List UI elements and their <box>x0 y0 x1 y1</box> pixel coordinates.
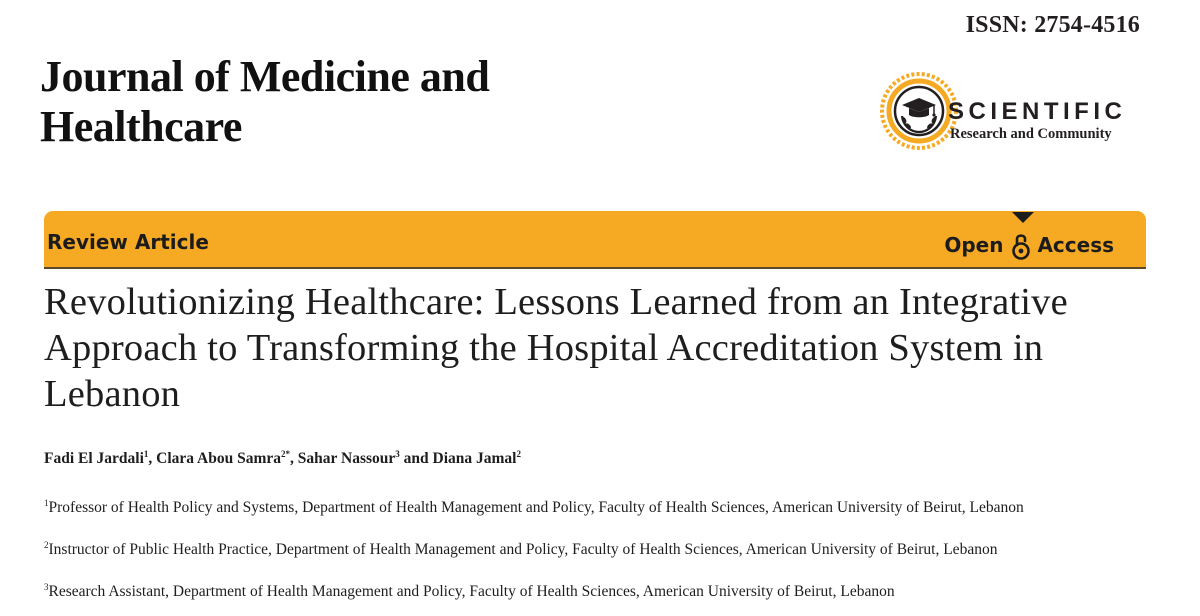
author-affiliation-marker: 2 <box>516 448 521 459</box>
author-name: Fadi El Jardali <box>44 450 144 467</box>
affiliation-item <box>44 582 895 602</box>
article-type-label: Review Article <box>47 230 209 254</box>
article-banner <box>44 211 1146 269</box>
journal-title: Journal of Medicine and Healthcare <box>40 52 490 151</box>
issn-label: ISSN: 2754-4516 <box>965 12 1140 38</box>
affiliation-marker: 2 <box>44 539 49 550</box>
author-name: Diana Jamal <box>432 450 517 467</box>
author-separator: , <box>290 450 298 467</box>
affiliation-item <box>44 498 1024 518</box>
access-label: Access <box>1037 233 1114 257</box>
open-label: Open <box>944 233 1004 257</box>
author-affiliation-marker: 3 <box>395 448 400 459</box>
author-separator: , <box>148 450 157 467</box>
open-access-badge <box>944 230 1114 260</box>
publisher-logo <box>878 70 1148 152</box>
author-separator: and <box>399 450 433 467</box>
affiliation-marker: 3 <box>44 581 49 592</box>
open-access-pointer-icon <box>1012 212 1034 223</box>
affiliation-text: Professor of Health Policy and Systems, Department of Health Management and Policy, Faculty of Health Sciences, American University of Beirut, Lebanon <box>48 499 1024 516</box>
open-access-lock-icon <box>1011 231 1031 261</box>
author-list <box>44 449 521 469</box>
affiliation-item <box>44 540 997 560</box>
author-name: Clara Abou Samra <box>156 450 282 467</box>
author-affiliation-marker: 1 <box>143 448 149 459</box>
publisher-tagline: Research and Community <box>950 126 1112 142</box>
affiliation-text: Research Assistant, Department of Health Management and Policy, Faculty of Health Sciences, American University of Beirut, Lebanon <box>48 583 895 600</box>
author-name: Sahar Nassour <box>297 450 396 467</box>
affiliation-text: Instructor of Public Health Practice, Department of Health Management and Policy, Faculty of Health Sciences, American University of Beirut, Lebanon <box>48 541 998 558</box>
affiliation-marker: 1 <box>44 497 49 508</box>
author-affiliation-marker: 2* <box>281 448 291 459</box>
article-title: Revolutionizing Healthcare: Lessons Learned from an Integrative Approach to Transforming the Hospital Accreditation System in Lebanon <box>44 281 1068 415</box>
publisher-name: SCIENTIFIC <box>948 98 1127 125</box>
